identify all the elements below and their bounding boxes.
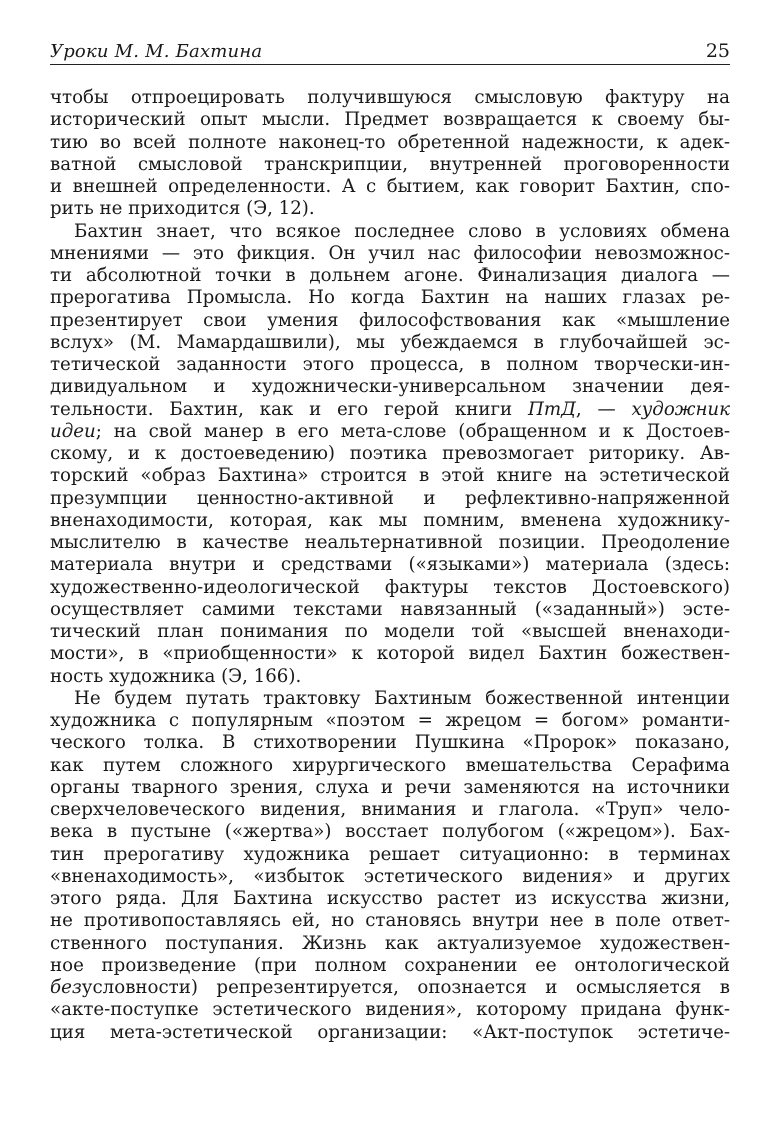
text-segment: ; на свой манер в его мета-слове (обращенном и к Достоев- xyxy=(95,420,730,442)
text-line: века в пустыне («жертва») восстает полубогом («жрецом»). Бах- xyxy=(50,821,730,843)
text-line: осуществляет самими текстами навязанный («заданный») эсте- xyxy=(50,598,730,620)
text-line: рить не приходится (Э, 12). xyxy=(50,198,315,220)
text-line: органы тварного зрения, слуха и речи заменяются на источники xyxy=(50,776,730,798)
text-line: мости», в «приобщенности» к которой видел Бахтин божествен- xyxy=(50,643,730,665)
text-line: тин прерогативу художника решает ситуационно: в терминах xyxy=(50,843,730,865)
text-line: ватной смысловой транскрипции, внутренней проговоренности xyxy=(50,153,730,175)
text-line: мыслителю в качестве неальтернативной позиции. Преодоление xyxy=(50,532,730,553)
text-line: художника с популярным «поэтом = жрецом = богом» романти- xyxy=(50,710,730,731)
text-line: тетической заданности этого процесса, в полном творчески-ин- xyxy=(50,354,730,375)
text-line: исторический опыт мысли. Предмет возвращается к своему бы- xyxy=(50,109,730,131)
text-line: материала внутри и средствами («языками») материала (здесь: xyxy=(50,554,730,576)
text-line-mixed xyxy=(50,421,730,443)
text-line: ческого толка. В стихотворении Пушкина «Пророк» показано, xyxy=(50,732,730,754)
text-line: ция мета-эстетической организации: «Акт-поступок эстетиче- xyxy=(50,1021,730,1043)
text-line: ственного поступания. Жизнь как актуализуемое художествен- xyxy=(50,932,730,954)
italic-prefix: без xyxy=(50,977,82,998)
text-line: скому, и к достоеведению) поэтика превозмогает риторику. Ав- xyxy=(50,443,730,464)
page-number: 25 xyxy=(705,40,730,62)
text-segment: тельности. Бахтин, как и его герой книги xyxy=(50,398,528,420)
text-line: не противопоставляясь ей, но становясь внутри нее в поле ответ- xyxy=(50,910,730,932)
text-line: вслух» (М. Мамардашвили), мы убеждаемся в глубочайшей эс- xyxy=(50,331,730,353)
text-line: сверхчеловеческого видения, внимания и глагола. «Труп» чело- xyxy=(50,799,730,820)
text-line: «вненаходимость», «избыток эстетического видения» и других xyxy=(50,865,730,887)
text-segment: условности) репрезентируется, опознается и осмысляется в xyxy=(81,977,730,998)
text-line: чтобы отпроецировать получившуюся смысловую фактуру на xyxy=(50,87,730,108)
text-line: дивидуальном и художнически-универсальном значении дея- xyxy=(50,376,730,398)
book-abbreviation: ПтД xyxy=(527,398,576,420)
text-line: художественно-идеологической фактуры текстов Достоевского) xyxy=(50,576,730,598)
text-line: ное произведение (при полном сохранении ее онтологической xyxy=(50,954,730,976)
text-line: тический план понимания по модели той «высшей вненаходи- xyxy=(50,621,730,642)
text-segment: , — xyxy=(575,398,632,420)
text-line-mixed xyxy=(50,977,730,999)
text-line: тию во всей полноте наконец-то обретенной надежности, к адек- xyxy=(50,131,730,153)
text-line: презумпции ценностно-активной и рефлективно-напряженной xyxy=(50,487,730,509)
text-line: торский «образ Бахтина» строится в этой книге на эстетической xyxy=(50,465,730,487)
text-line-mixed xyxy=(50,399,730,421)
text-line: ти абсолютной точки в дольнем агоне. Финализация диалога — xyxy=(50,265,730,286)
text-line: и внешней определенности. А с бытием, как говорит Бахтин, спо- xyxy=(50,176,730,197)
book-page xyxy=(50,36,730,1044)
text-line: «акте-поступке эстетического видения», которому придана функ- xyxy=(50,999,730,1021)
running-title: Уроки М. М. Бахтина xyxy=(50,41,263,62)
italic-term: художник xyxy=(631,398,730,420)
text-line: как путем сложного хирургического вмешательства Серафима xyxy=(50,754,730,776)
text-line: Не будем путать трактовку Бахтиным божественной интенции xyxy=(74,687,730,709)
text-line: этого ряда. Для Бахтина искусство растет из искусства жизни, xyxy=(50,888,730,909)
italic-term: идеи xyxy=(50,420,96,442)
text-line: прерогатива Промысла. Но когда Бахтин на наших глазах ре- xyxy=(50,287,730,309)
running-header xyxy=(50,36,730,65)
text-line: вненаходимости, которая, как мы помним, вменена художнику- xyxy=(50,509,730,531)
text-line: мнениями — это фикция. Он учил нас философии невозможнос- xyxy=(50,242,730,264)
body-text xyxy=(50,87,730,1044)
text-line: презентирует свои умения философствования как «мышление xyxy=(50,309,730,331)
text-line: ность художника (Э, 166). xyxy=(50,665,302,687)
text-line: Бахтин знает, что всякое последнее слово в условиях обмена xyxy=(74,220,730,242)
